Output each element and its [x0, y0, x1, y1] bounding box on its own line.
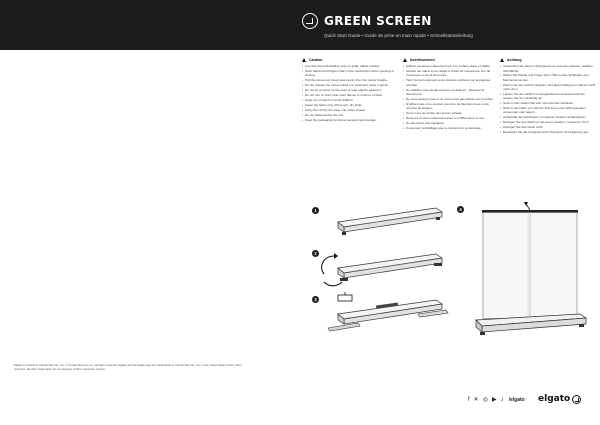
social-links — [468, 396, 525, 403]
caution-item: • Ne démontez pas l'appareil. — [403, 121, 499, 125]
instagram-icon[interactable]: ◎ — [482, 397, 488, 403]
step-number-3: 3 — [312, 296, 319, 303]
youtube-icon[interactable]: ▶ — [491, 397, 497, 403]
caution-item: • Tirez l'écran lentement et de manière uniforme par la poignée centrale. — [403, 78, 499, 87]
caution-item: • N'utilisez pas et ne stockez pas près de flammes nues ou de sources de chaleur. — [403, 102, 499, 111]
elgato-logo-icon — [302, 13, 318, 29]
caution-heading: Caution — [302, 58, 398, 62]
guide-subtitle: Quick Start Guide • Guide de prise en main rapide • Schnellstartanleitung — [324, 33, 473, 38]
elgato-mark-icon — [572, 395, 581, 404]
caution-item: • Do not sit or stand on the case or lean objects against it. — [302, 88, 398, 92]
warning-icon — [500, 58, 504, 62]
caution-item: • Do not disassemble the unit. — [302, 113, 398, 117]
header-band — [0, 0, 600, 50]
social-handle: /elgato — [508, 396, 525, 403]
caution-item: • Reinigen Sie den Stoff nur mit einem weichen, trockenen Tuch. — [500, 120, 596, 124]
caution-item: • Ne vous asseyez pas et ne vous tenez pas debout sur le boîtier. — [403, 97, 499, 101]
caution-list — [500, 64, 596, 134]
caution-item: • Use this screen/backdrop only on a flat, stable surface. — [302, 64, 398, 68]
legal-notice: Elgato is a brand of Corsair Memory, Inc. © Corsair Memory, Inc. All rights reserved. Elgato and the Elgato logo are trademarks of Corsair Memory, Inc. in the United States and/or other countries. All other trademarks are the property of their respective owners. — [14, 363, 242, 371]
caution-item: • Conservez l'emballage pour le transport et le stockage. — [403, 126, 499, 130]
caution-heading: Avertissement — [403, 58, 499, 62]
caution-item: • Lassen Sie den Schirm im ausgefahrenen Zustand nicht los; senken Sie ihn vorsichtig ab. — [500, 92, 596, 101]
caution-item: • Carry the unit by the case only when closed. — [302, 108, 398, 112]
caution-item: • Nettoyez le tissu uniquement avec un chiffon doux et sec. — [403, 116, 499, 120]
caution-item: • Ne relâchez pas l'écran lorsqu'il est déployé ; abaissez-le doucement. — [403, 88, 499, 97]
caution-item: • Gardez les mains et les doigts à l'écart du mécanisme lors de l'ouverture ou de la fermeture. — [403, 69, 499, 78]
caution-item: • Tenez hors de portée des jeunes enfants. — [403, 111, 499, 115]
facebook-icon[interactable]: f — [468, 396, 470, 403]
product-title: GREEN SCREEN — [324, 14, 432, 28]
caution-item: • Außerhalb der Reichweite von kleinen Kindern aufbewahren. — [500, 115, 596, 119]
caution-item: • Nicht in der Nähe von offenen Flammen oder Wärmequellen verwenden oder lagern. — [500, 106, 596, 115]
product-brand — [302, 13, 432, 29]
caution-item: • Clean the fabric only with a soft, dry cloth. — [302, 103, 398, 107]
step-number-2: 2 — [312, 250, 319, 257]
caution-item: • Utilisez cet écran uniquement sur une surface plane et stable. — [403, 64, 499, 68]
warning-icon — [302, 58, 306, 62]
tiktok-icon[interactable]: ♪ — [500, 396, 504, 403]
figure-screen-extended — [462, 202, 592, 362]
caution-item: • Pull the screen up slowly and evenly from the center handle. — [302, 78, 398, 82]
caution-item: • Keep out of reach of small children. — [302, 98, 398, 102]
brand-wordmark: elgato — [538, 394, 571, 404]
figure-closed-case — [318, 200, 458, 240]
figure-unfold-legs — [318, 244, 458, 289]
caution-item: • Halten Sie Hände und Finger beim Öffnen oder Schließen vom Mechanismus fern. — [500, 73, 596, 82]
caution-list — [403, 64, 499, 130]
figure-legs-extended — [318, 292, 458, 342]
caution-item: • Verwenden Sie diesen Hintergrund nur auf einer ebenen, stabilen Oberfläche. — [500, 64, 596, 73]
caution-item: • Setzen oder stellen Sie sich nicht auf das Gehäuse. — [500, 101, 596, 105]
caution-column-de — [500, 58, 596, 135]
step-number-4: 4 — [457, 206, 464, 213]
caution-item: • Bewahren Sie die Verpackung für Transport und Lagerung auf. — [500, 130, 596, 134]
elgato-brand — [538, 394, 581, 404]
caution-list — [302, 64, 398, 122]
caution-item: • Keep the packaging for future transport and storage. — [302, 118, 398, 122]
caution-column-fr — [403, 58, 499, 130]
caution-heading: Achtung — [500, 58, 596, 62]
caution-item: • Ziehen Sie den Schirm langsam und gleichmäßig am mittleren Griff nach oben. — [500, 83, 596, 92]
caution-item: • Zerlegen Sie das Gerät nicht. — [500, 125, 596, 129]
caution-column-en — [302, 58, 398, 122]
caution-item: • Do not release the screen while it is extended; lower it gently. — [302, 83, 398, 87]
twitter-icon[interactable]: ✕ — [473, 397, 479, 403]
step-number-1: 1 — [312, 207, 319, 214]
caution-item: • Keep hands and fingers clear of the mechanism when opening or closing. — [302, 69, 398, 78]
caution-item: • Do not use or store near open flames or sources of heat. — [302, 93, 398, 97]
warning-icon — [403, 58, 407, 62]
